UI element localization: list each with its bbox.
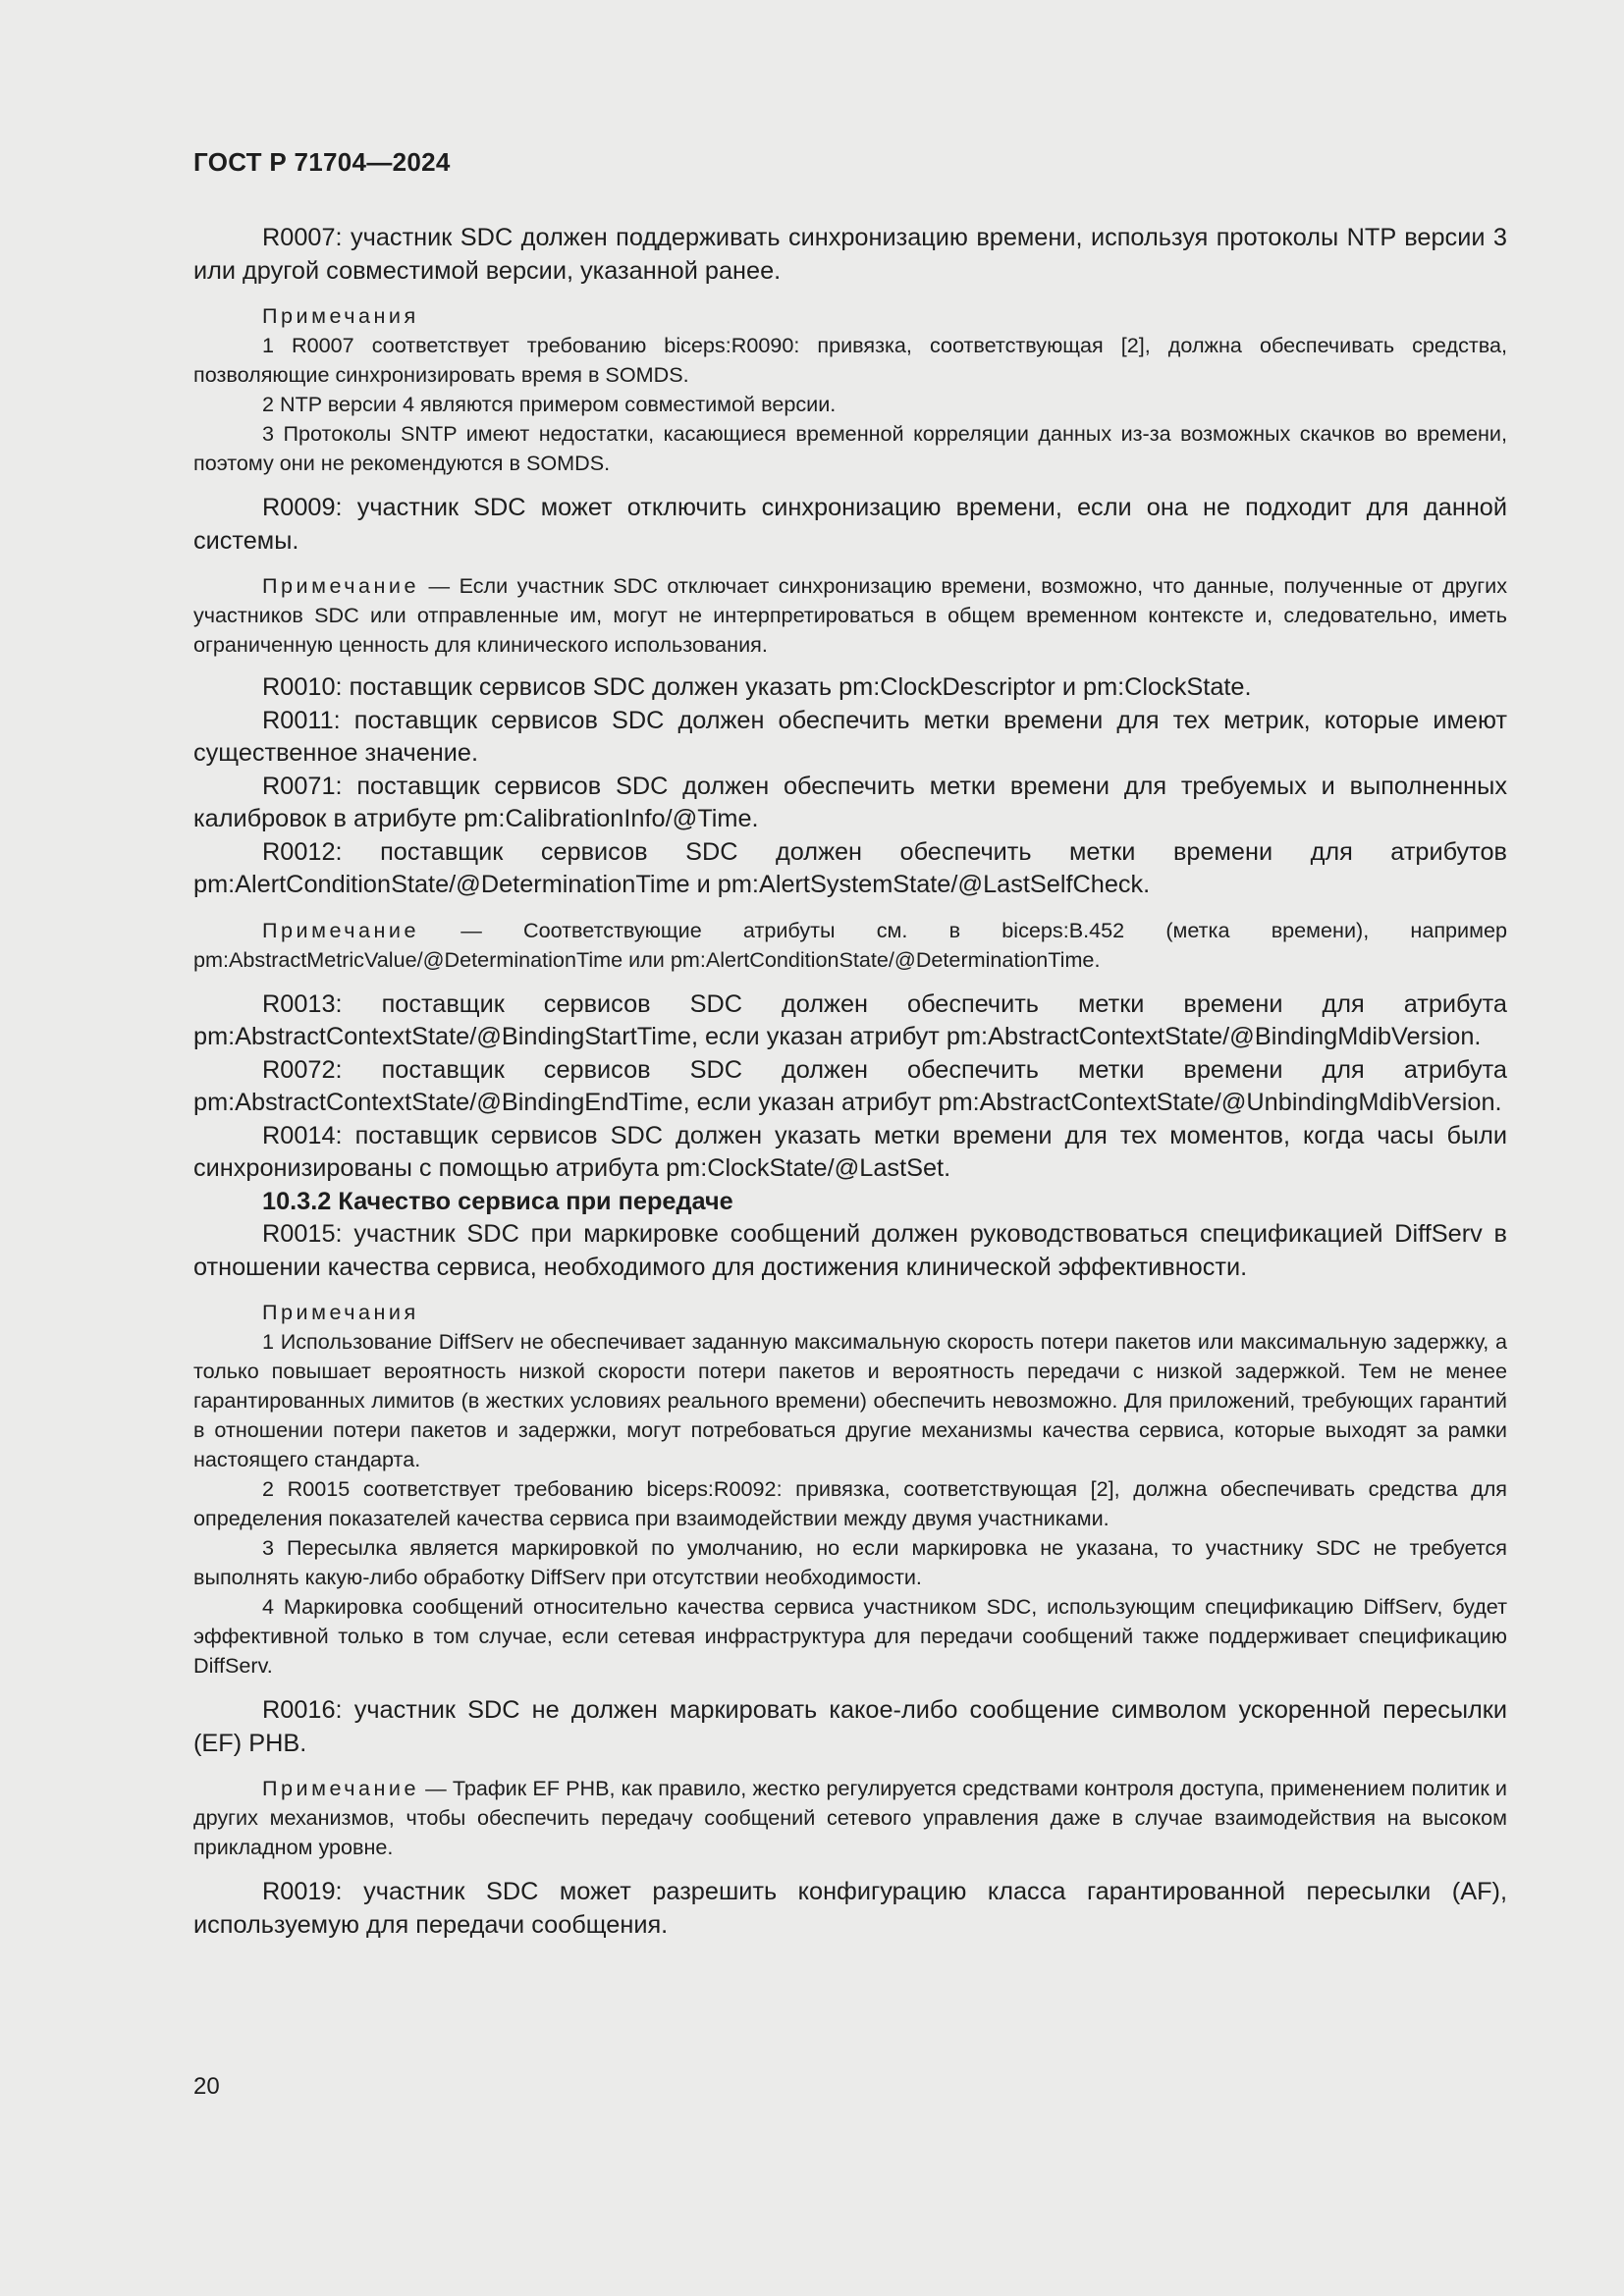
page-number: 20 [193, 2073, 220, 2100]
requirement-r0007: R0007: участник SDC должен поддерживать синхронизацию времени, используя протоколы NTP версии 3 или другой совместимой версии, указанной ранее. [193, 224, 1507, 285]
note-item: 2 NTP версии 4 являются примером совместимой версии. [262, 392, 837, 416]
requirement-r0071: R0071: поставщик сервисов SDC должен обеспечить метки времени для требуемых и выполненных калибровок в атрибуте pm:CalibrationInfo/@Time. [193, 772, 1507, 832]
note-inline [193, 571, 1507, 660]
note-label: Примечание [262, 1776, 419, 1800]
requirement-r0011: R0011: поставщик сервисов SDC должен обеспечить метки времени для тех метрик, которые имеют существенное значение. [193, 706, 1507, 767]
section-heading: 10.3.2 Качество сервиса при передаче [262, 1187, 733, 1215]
requirement-r0019: R0019: участник SDC может разрешить конфигурацию класса гарантированной пересылки (AF), используемую для передачи сообщения. [193, 1878, 1507, 1939]
requirement-r0072: R0072: поставщик сервисов SDC должен обеспечить метки времени для атрибута pm:AbstractContextState/@BindingEndTime, если указан атрибут pm:AbstractContextState/@UnbindingMdibVersion. [193, 1055, 1507, 1116]
document-body [193, 222, 1507, 1942]
notes-heading: Примечания [262, 1300, 419, 1324]
requirement-r0013: R0013: поставщик сервисов SDC должен обеспечить метки времени для атрибута pm:AbstractContextState/@BindingStartTime, если указан атрибут pm:AbstractContextState/@BindingMdibVersion. [193, 989, 1507, 1050]
requirement-r0009: R0009: участник SDC может отключить синхронизацию времени, если она не подходит для данной системы. [193, 494, 1507, 555]
note-item: 1 Использование DiffServ не обеспечивает заданную максимальную скорость потери пакетов или максимальную задержку, а только повышает вероятность низкой скорости потери пакетов и вероятность передачи с низкой задержкой. Тем не менее гарантированных лимитов (в жестких условиях реального времени) обеспечить невозможно. Для приложений, требующих гарантий в отношении потери пакетов и задержки, могут потребоваться другие механизмы качества сервиса, которые выходят за рамки настоящего стандарта. [193, 1329, 1507, 1471]
notes-heading: Примечания [262, 303, 419, 328]
document-header: ГОСТ Р 71704—2024 [193, 147, 451, 177]
note-inline [193, 1774, 1507, 1862]
requirement-r0015: R0015: участник SDC при маркировке сообщений должен руководствоваться спецификацией DiffServ в отношении качества сервиса, необходимого для достижения клинической эффективности. [193, 1220, 1507, 1281]
note-label: Примечание [262, 573, 419, 598]
note-text: — Если участник SDC отключает синхронизацию времени, возможно, что данные, полученные от других участников SDC или отправленные им, могут не интерпретироваться в общем временном контексте и, следовательно, иметь ограниченную ценность для клинического использования. [193, 573, 1507, 657]
note-item: 1 R0007 соответствует требованию biceps:R0090: привязка, соответствующая [2], должна обеспечивать средства, позволяющие синхронизировать время в SOMDS. [193, 333, 1507, 387]
note-label: Примечание [262, 917, 419, 942]
requirement-r0016: R0016: участник SDC не должен маркировать какое-либо сообщение символом ускоренной пересылки (EF) PHB. [193, 1696, 1507, 1757]
note-inline [193, 916, 1507, 975]
note-text: — Соответствующие атрибуты см. в biceps:B.452 (метка времени), например pm:AbstractMetricValue/@DeterminationTime или pm:AlertConditionState/@DeterminationTime. [193, 917, 1507, 972]
requirement-r0014: R0014: поставщик сервисов SDC должен указать метки времени для тех моментов, когда часы были синхронизированы с помощью атрибута pm:ClockState/@LastSet. [193, 1121, 1507, 1182]
note-item: 2 R0015 соответствует требованию biceps:R0092: привязка, соответствующая [2], должна обеспечивать средства для определения показателей качества сервиса при взаимодействии между двумя участниками. [193, 1476, 1507, 1530]
requirement-r0012: R0012: поставщик сервисов SDC должен обеспечить метки времени для атрибутов pm:AlertConditionState/@DeterminationTime и pm:AlertSystemState/@LastSelfCheck. [193, 837, 1507, 898]
note-item: 3 Пересылка является маркировкой по умолчанию, но если маркировка не указана, то участнику SDC не требуется выполнять какую-либо обработку DiffServ при отсутствии необходимости. [193, 1535, 1507, 1589]
note-item: 4 Маркировка сообщений относительно качества сервиса участником SDC, использующим спецификацию DiffServ, будет эффективной только в том случае, если сетевая инфраструктура для передачи сообщений также поддерживает спецификацию DiffServ. [193, 1594, 1507, 1678]
note-item: 3 Протоколы SNTP имеют недостатки, касающиеся временной корреляции данных из-за возможных скачков во времени, поэтому они не рекомендуются в SOMDS. [193, 421, 1507, 475]
requirement-r0010: R0010: поставщик сервисов SDC должен указать pm:ClockDescriptor и pm:ClockState. [262, 673, 1252, 701]
note-text: — Трафик EF PHB, как правило, жестко регулируется средствами контроля доступа, применением политик и других механизмов, чтобы обеспечить передачу сообщений сетевого управления даже в случае взаимодействия на высоком прикладном уровне. [193, 1776, 1507, 1859]
